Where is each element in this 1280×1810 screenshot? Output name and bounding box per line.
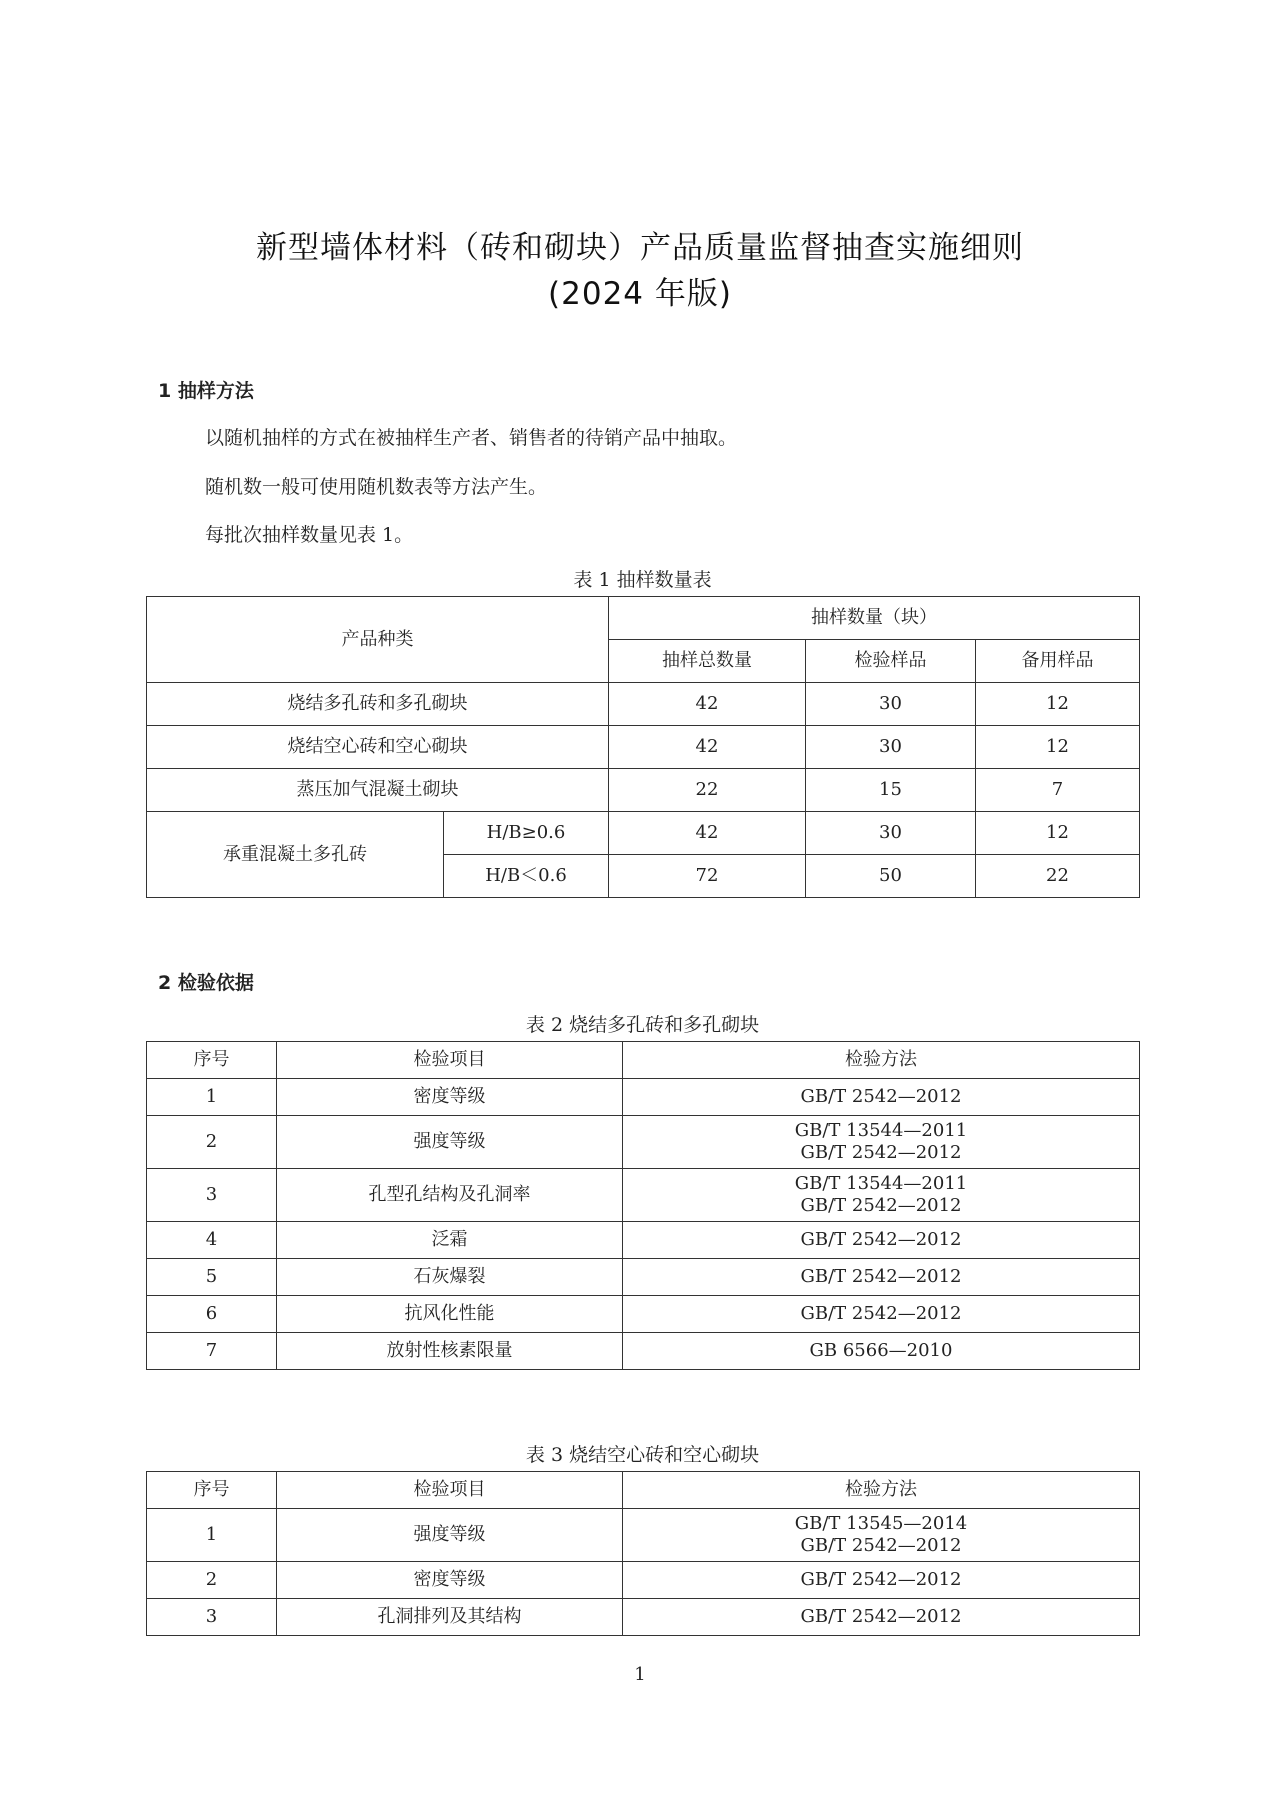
- header-no: 序号: [147, 1042, 277, 1079]
- item-cell: 放射性核素限量: [277, 1333, 623, 1370]
- table1-caption: 表 1 抽样数量表: [573, 569, 712, 591]
- test-cell: 30: [806, 726, 976, 769]
- paragraph: 以随机抽样的方式在被抽样生产者、销售者的待销产品中抽取。: [205, 427, 738, 449]
- product-cell: 蒸压加气混凝土砌块: [147, 769, 609, 812]
- no-cell: 4: [147, 1222, 277, 1259]
- product-cell: 烧结多孔砖和多孔砌块: [147, 683, 609, 726]
- table3-caption: 表 3 烧结空心砖和空心砌块: [525, 1444, 760, 1466]
- header-total-quantity: 抽样总数量: [609, 640, 806, 683]
- table-row: [147, 1169, 1140, 1222]
- method-cell: [623, 1333, 1140, 1370]
- table-row: [147, 1296, 1140, 1333]
- header-sampling-quantity: 抽样数量（块）: [609, 597, 1140, 640]
- table-row: [147, 812, 1140, 855]
- table-row: [147, 683, 1140, 726]
- section2-heading: 2 检验依据: [158, 972, 254, 994]
- no-cell: 1: [147, 1509, 277, 1562]
- item-cell: 强度等级: [277, 1116, 623, 1169]
- method-line: GB 6566—2010: [809, 1340, 953, 1361]
- item-cell: 石灰爆裂: [277, 1259, 623, 1296]
- no-cell: 1: [147, 1079, 277, 1116]
- method-cell: [623, 1169, 1140, 1222]
- item-cell: 孔洞排列及其结构: [277, 1599, 623, 1636]
- header-product-type: 产品种类: [147, 597, 609, 683]
- method-cell: [623, 1259, 1140, 1296]
- method-cell: [623, 1509, 1140, 1562]
- page-number: 1: [634, 1664, 646, 1685]
- table-row: [147, 1509, 1140, 1562]
- item-cell: 孔型孔结构及孔洞率: [277, 1169, 623, 1222]
- total-cell: 72: [609, 855, 806, 898]
- no-cell: 5: [147, 1259, 277, 1296]
- method-line: GB/T 13544—2011: [794, 1173, 968, 1194]
- header-method: 检验方法: [623, 1042, 1140, 1079]
- product-cell: 承重混凝土多孔砖: [147, 812, 444, 898]
- paragraph: 每批次抽样数量见表 1。: [205, 524, 414, 546]
- total-cell: 42: [609, 683, 806, 726]
- table-row: [147, 1116, 1140, 1169]
- doc-subtitle: (2024 年版): [548, 276, 732, 312]
- doc-title: 新型墙体材料（砖和砌块）产品质量监督抽查实施细则: [256, 230, 1024, 266]
- no-cell: 6: [147, 1296, 277, 1333]
- total-cell: 22: [609, 769, 806, 812]
- method-cell: [623, 1116, 1140, 1169]
- no-cell: 7: [147, 1333, 277, 1370]
- method-cell: [623, 1599, 1140, 1636]
- method-cell: [623, 1079, 1140, 1116]
- sampling-quantity-table: [146, 596, 1140, 898]
- method-cell: [623, 1562, 1140, 1599]
- total-cell: 42: [609, 812, 806, 855]
- table-row: [147, 1222, 1140, 1259]
- method-line: GB/T 2542—2012: [800, 1266, 962, 1287]
- no-cell: 3: [147, 1599, 277, 1636]
- table-row: [147, 769, 1140, 812]
- table2-caption: 表 2 烧结多孔砖和多孔砌块: [525, 1014, 760, 1036]
- method-line: GB/T 2542—2012: [800, 1303, 962, 1324]
- item-cell: 强度等级: [277, 1509, 623, 1562]
- table-row: [147, 1333, 1140, 1370]
- header-item: 检验项目: [277, 1472, 623, 1509]
- method-cell: [623, 1222, 1140, 1259]
- table-row: [147, 1079, 1140, 1116]
- method-line: GB/T 2542—2012: [800, 1569, 962, 1590]
- item-cell: 泛霜: [277, 1222, 623, 1259]
- method-line: GB/T 13545—2014: [794, 1513, 968, 1534]
- method-line: GB/T 2542—2012: [800, 1535, 962, 1556]
- test-cell: 30: [806, 683, 976, 726]
- spare-cell: 12: [976, 683, 1140, 726]
- product-cell: 烧结空心砖和空心砌块: [147, 726, 609, 769]
- item-cell: 密度等级: [277, 1562, 623, 1599]
- header-no: 序号: [147, 1472, 277, 1509]
- inspection-table-2: [146, 1041, 1140, 1370]
- spare-cell: 22: [976, 855, 1140, 898]
- paragraph: 随机数一般可使用随机数表等方法产生。: [205, 476, 548, 498]
- header-item: 检验项目: [277, 1042, 623, 1079]
- item-cell: 抗风化性能: [277, 1296, 623, 1333]
- method-cell: [623, 1296, 1140, 1333]
- method-line: GB/T 2542—2012: [800, 1606, 962, 1627]
- no-cell: 2: [147, 1116, 277, 1169]
- method-line: GB/T 2542—2012: [800, 1195, 962, 1216]
- condition-cell: H/B＜0.6: [444, 855, 609, 898]
- header-test-samples: 检验样品: [806, 640, 976, 683]
- total-cell: 42: [609, 726, 806, 769]
- inspection-table-3: [146, 1471, 1140, 1636]
- method-line: GB/T 2542—2012: [800, 1142, 962, 1163]
- spare-cell: 12: [976, 726, 1140, 769]
- method-line: GB/T 2542—2012: [800, 1086, 962, 1107]
- spare-cell: 7: [976, 769, 1140, 812]
- table-row: [147, 1599, 1140, 1636]
- table-row: [147, 1562, 1140, 1599]
- section1-heading: 1 抽样方法: [158, 380, 254, 402]
- no-cell: 3: [147, 1169, 277, 1222]
- method-line: GB/T 13544—2011: [794, 1120, 968, 1141]
- method-line: GB/T 2542—2012: [800, 1229, 962, 1250]
- no-cell: 2: [147, 1562, 277, 1599]
- test-cell: 15: [806, 769, 976, 812]
- test-cell: 30: [806, 812, 976, 855]
- spare-cell: 12: [976, 812, 1140, 855]
- item-cell: 密度等级: [277, 1079, 623, 1116]
- test-cell: 50: [806, 855, 976, 898]
- condition-cell: H/B≥0.6: [444, 812, 609, 855]
- table-row: [147, 1259, 1140, 1296]
- header-spare-samples: 备用样品: [976, 640, 1140, 683]
- table-row: [147, 726, 1140, 769]
- header-method: 检验方法: [623, 1472, 1140, 1509]
